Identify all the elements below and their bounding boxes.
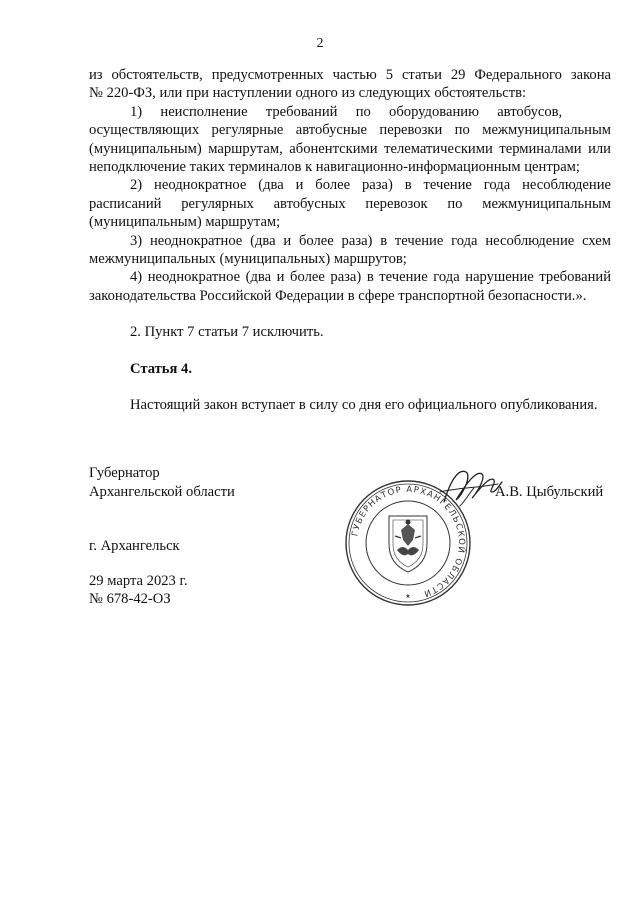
law-number: № 678-42-ОЗ <box>89 591 171 607</box>
handwritten-signature <box>436 462 506 510</box>
paragraph-intro-line1: из обстоятельств, предусмотренных частью 5 статьи 29 Федерального закона <box>89 67 611 83</box>
point-2: 2. Пункт 7 статьи 7 исключить. <box>130 324 324 341</box>
list-item-2: 2) неоднократное (два и более раза) в течение года несоблюдение расписаний регулярных автобусных перевозок по межмуниципальным (муниципальным) маршрутам; <box>89 177 611 231</box>
signature-name: А.В. Цыбульский <box>495 484 604 500</box>
svg-text:★: ★ <box>405 593 411 600</box>
seal-text: ГУБЕРНАТОР АРХАНГЕЛЬСКОЙ ОБЛАСТИ <box>350 484 467 599</box>
list-item-3: 3) неоднократное (два и более раза) в течение года несоблюдение схем межмуниципальных (муниципальных) маршрутов; <box>89 232 611 268</box>
list-item-1-line1: 1) неисполнение требований по оборудованию автобусов, <box>130 103 563 120</box>
list-item-4: 4) неоднократное (два и более раза) в течение года нарушение требований законодательства Российской Федерации в сфере транспортной безопасности.». <box>89 269 611 304</box>
city: г. Архангельск <box>89 538 180 554</box>
page-number: 2 <box>316 36 324 51</box>
article-title: Статья 4. <box>130 360 192 377</box>
signature-title-line2: Архангельской области <box>89 484 235 500</box>
article-text: Настоящий закон вступает в силу со дня его официального опубликования. <box>130 397 598 414</box>
law-date: 29 марта 2023 г. <box>89 573 188 589</box>
paragraph-intro-line2: № 220-ФЗ, или при наступлении одного из следующих обстоятельств: <box>89 85 527 102</box>
coat-of-arms-icon <box>389 516 427 572</box>
list-item-1-rest: осуществляющих регулярные автобусные перевозки по межмуниципальным (муниципальным) маршрутам, абонентскими телематическими терминалами или неподключение таких терминалов к навигационно-информационным центрам; <box>89 122 611 176</box>
document-body <box>89 66 611 415</box>
signature-title-line1: Губернатор <box>89 465 160 481</box>
